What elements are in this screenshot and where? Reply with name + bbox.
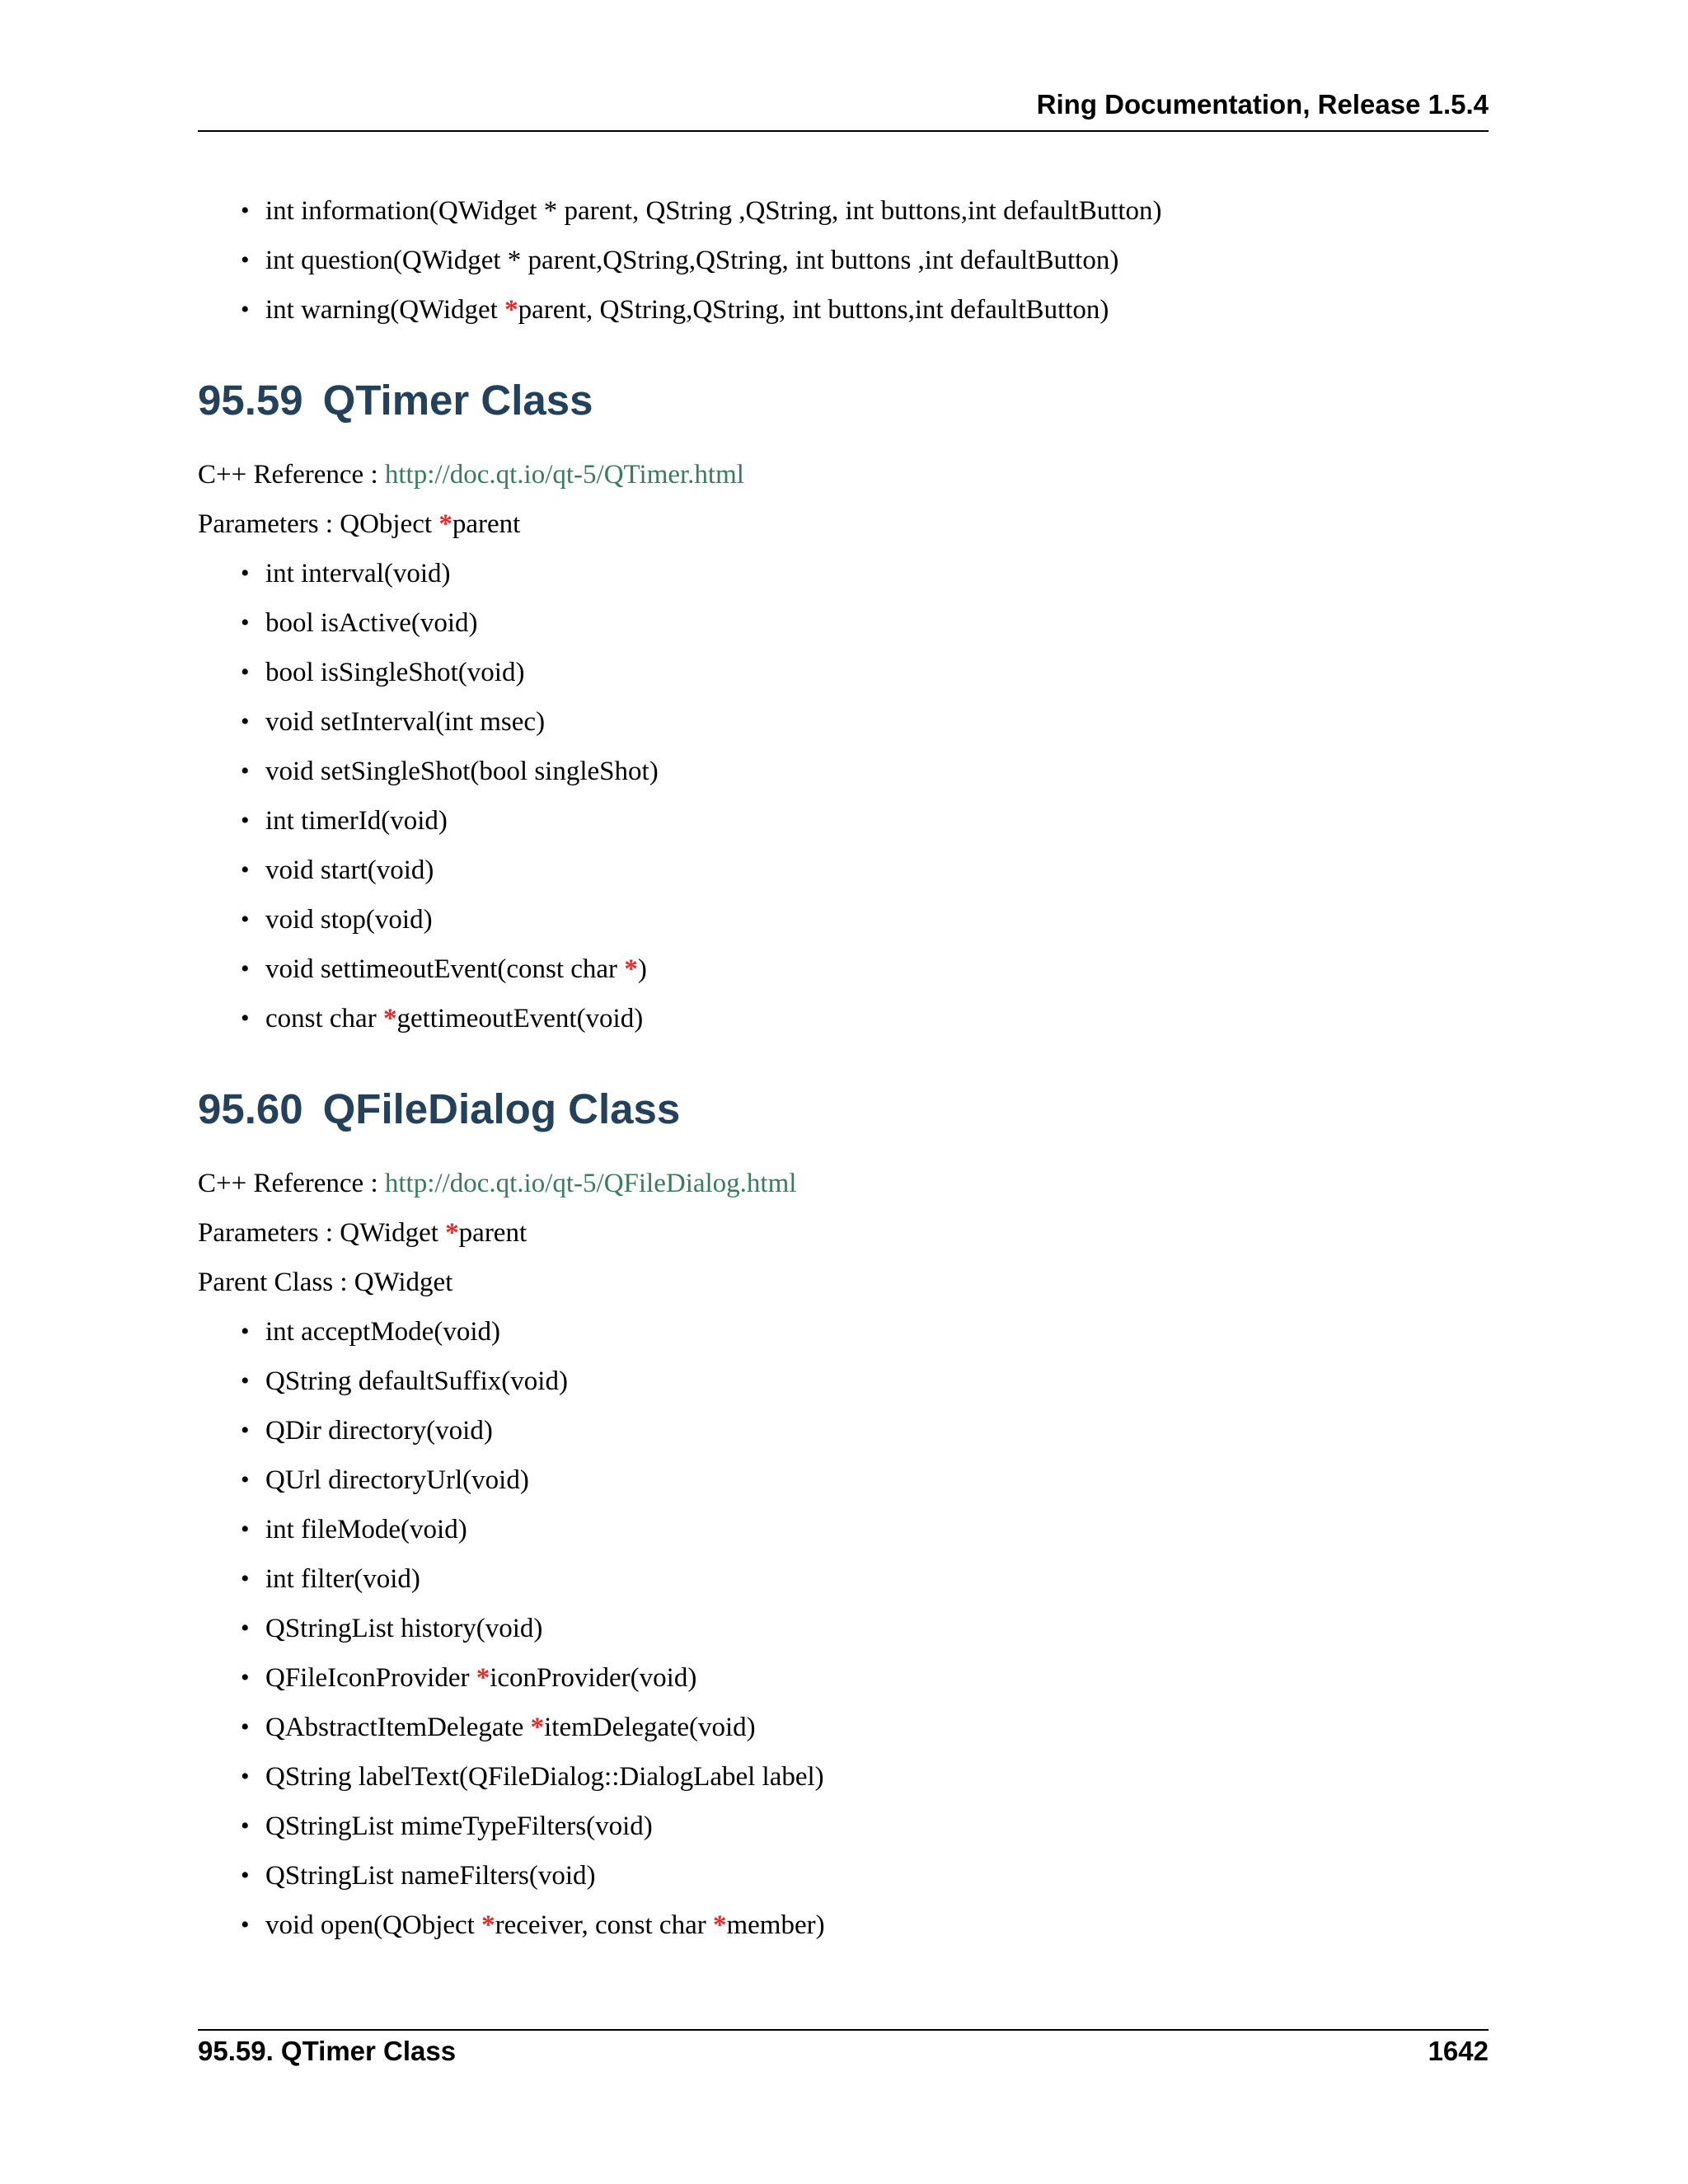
bullet-icon: • — [241, 807, 250, 834]
section-number: 95.59 — [198, 377, 303, 424]
method-signature-part: parent, QString,QString, int buttons,int defaultButton) — [518, 295, 1109, 325]
list-item — [241, 1810, 1489, 1859]
method-signature-part: ) — [637, 954, 647, 984]
method-signature: int fileMode(void) — [265, 1515, 467, 1544]
method-signature: QStringList nameFilters(void) — [265, 1861, 596, 1891]
method-signature: int information(QWidget * parent, QString ,QString, int buttons,int defaultButton) — [265, 196, 1162, 226]
bullet-icon: • — [241, 560, 250, 587]
list-item — [241, 1909, 1489, 1958]
method-signature-part: member) — [726, 1910, 825, 1940]
method-signature: int interval(void) — [265, 559, 451, 588]
parameters-name: parent — [458, 1218, 528, 1248]
bullet-icon: • — [241, 197, 250, 224]
bullet-icon: • — [241, 1367, 250, 1394]
section-title-text: QTimer Class — [322, 377, 593, 424]
list-item — [241, 244, 1489, 293]
list-item — [241, 1414, 1489, 1464]
method-signature-part: QAbstractItemDelegate — [265, 1713, 531, 1742]
bullet-icon: • — [241, 1516, 250, 1543]
parameters-name: parent — [452, 509, 521, 539]
pointer-star: * — [476, 1663, 490, 1693]
list-item — [241, 1760, 1489, 1810]
reference-link[interactable]: http://doc.qt.io/qt-5/QTimer.html — [384, 460, 744, 490]
bullet-icon: • — [241, 1318, 250, 1345]
parameters-line — [198, 1216, 1489, 1266]
method-signature: QStringList mimeTypeFilters(void) — [265, 1811, 653, 1841]
document-title: Ring Documentation, Release 1.5.4 — [1036, 89, 1489, 120]
pointer-star: * — [712, 1910, 727, 1940]
parameters-line — [198, 508, 1489, 557]
bullet-icon: • — [241, 609, 250, 636]
parent-class-line: Parent Class : QWidget — [198, 1268, 453, 1297]
parameters-text: Parameters : QWidget — [198, 1218, 446, 1248]
pointer-star: * — [445, 1218, 459, 1248]
method-signature-part: int warning(QWidget — [265, 295, 505, 325]
list-item — [241, 1711, 1489, 1760]
section-heading-qtimer — [198, 376, 1489, 425]
list-item — [241, 1661, 1489, 1711]
intro-method-list — [198, 194, 1489, 343]
bullet-icon: • — [241, 906, 250, 933]
bullet-icon: • — [241, 1005, 250, 1032]
list-item — [241, 903, 1489, 953]
bullet-icon: • — [241, 1862, 250, 1889]
bullet-icon: • — [241, 1812, 250, 1840]
method-signature: QUrl directoryUrl(void) — [265, 1465, 529, 1495]
method-signature-part: gettimeoutEvent(void) — [396, 1004, 644, 1033]
method-signature: bool isActive(void) — [265, 608, 478, 638]
list-item — [241, 804, 1489, 854]
method-signature-part: iconProvider(void) — [490, 1663, 697, 1693]
reference-label: C++ Reference : — [198, 1169, 385, 1198]
page-number: 1642 — [1428, 2036, 1489, 2066]
list-item — [241, 1365, 1489, 1414]
footer-section: 95.59. QTimer Class — [198, 2036, 457, 2066]
page-content — [198, 194, 1489, 1958]
pointer-star: * — [624, 954, 638, 984]
list-item — [241, 1464, 1489, 1513]
parameters-text: Parameters : QObject — [198, 509, 439, 539]
qtimer-method-list — [198, 557, 1489, 1052]
bullet-icon: • — [241, 1466, 250, 1493]
method-signature-part: QFileIconProvider — [265, 1663, 476, 1693]
bullet-icon: • — [241, 1911, 250, 1938]
bullet-icon: • — [241, 658, 250, 686]
method-signature: int acceptMode(void) — [265, 1317, 500, 1347]
section-heading-qfiledialog — [198, 1085, 1489, 1134]
method-signature: QString defaultSuffix(void) — [265, 1366, 568, 1396]
list-item — [241, 1002, 1489, 1052]
method-signature: int question(QWidget * parent,QString,QString, int buttons ,int defaultButton) — [265, 246, 1119, 275]
list-item — [241, 656, 1489, 705]
bullet-icon: • — [241, 1417, 250, 1444]
list-item — [241, 1563, 1489, 1612]
bullet-icon: • — [241, 1565, 250, 1592]
section-number: 95.60 — [198, 1085, 303, 1132]
bullet-icon: • — [241, 955, 250, 982]
bullet-icon: • — [241, 1763, 250, 1790]
pointer-star: * — [382, 1004, 397, 1033]
cpp-reference-line — [198, 458, 1489, 508]
list-item — [241, 953, 1489, 1002]
list-item — [241, 1315, 1489, 1365]
method-signature: void setInterval(int msec) — [265, 707, 546, 737]
pointer-star: * — [481, 1910, 495, 1940]
bullet-icon: • — [241, 1664, 250, 1691]
list-item — [241, 293, 1489, 343]
method-signature: QStringList history(void) — [265, 1614, 543, 1643]
method-signature: int timerId(void) — [265, 806, 448, 836]
bullet-icon: • — [241, 708, 250, 735]
bullet-icon: • — [241, 1713, 250, 1741]
method-signature-part: receiver, const char — [495, 1910, 713, 1940]
method-signature: int filter(void) — [265, 1564, 420, 1594]
list-item — [241, 705, 1489, 755]
list-item — [241, 607, 1489, 656]
reference-label: C++ Reference : — [198, 460, 385, 490]
pointer-star: * — [530, 1713, 545, 1742]
method-signature: QDir directory(void) — [265, 1416, 493, 1446]
cpp-reference-line — [198, 1167, 1489, 1216]
section-title-text: QFileDialog Class — [322, 1085, 681, 1132]
bullet-icon: • — [241, 757, 250, 785]
list-item — [241, 557, 1489, 607]
list-item — [241, 755, 1489, 804]
method-signature-part: void open(QObject — [265, 1910, 482, 1940]
method-signature-part: itemDelegate(void) — [544, 1713, 756, 1742]
list-item — [241, 854, 1489, 903]
page-header — [198, 91, 1489, 132]
bullet-icon: • — [241, 246, 250, 274]
list-item — [241, 1513, 1489, 1563]
method-signature: void setSingleShot(bool singleShot) — [265, 757, 659, 786]
bullet-icon: • — [241, 1615, 250, 1642]
method-signature: bool isSingleShot(void) — [265, 658, 525, 687]
page-footer — [198, 2029, 1489, 2072]
method-signature-part: const char — [265, 1004, 383, 1033]
list-item — [241, 1612, 1489, 1661]
method-signature: void stop(void) — [265, 905, 433, 935]
reference-link[interactable]: http://doc.qt.io/qt-5/QFileDialog.html — [384, 1169, 797, 1198]
bullet-icon: • — [241, 296, 250, 323]
method-signature-part: void settimeoutEvent(const char — [265, 954, 625, 984]
list-item — [241, 1859, 1489, 1909]
method-signature: QString labelText(QFileDialog::DialogLabel label) — [265, 1762, 824, 1792]
list-item — [241, 194, 1489, 244]
pointer-star: * — [504, 295, 518, 325]
method-signature: void start(void) — [265, 855, 434, 885]
pointer-star: * — [438, 509, 452, 539]
qfiledialog-method-list — [198, 1315, 1489, 1958]
bullet-icon: • — [241, 856, 250, 883]
